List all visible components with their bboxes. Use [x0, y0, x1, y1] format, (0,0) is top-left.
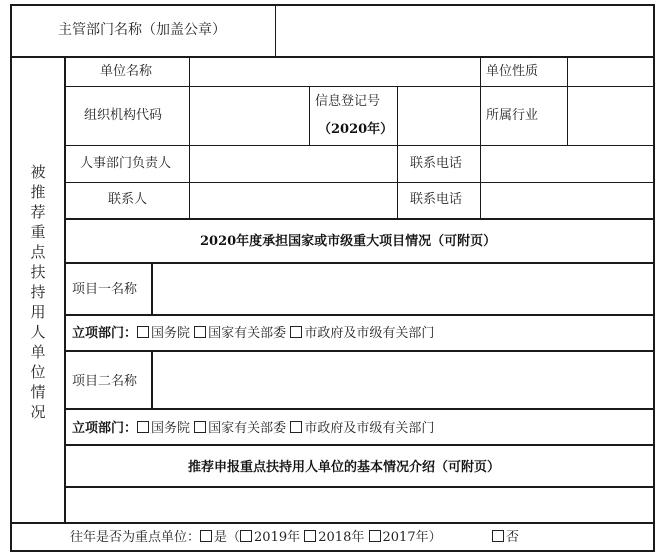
- border-top: [10, 4, 655, 6]
- contact-phone-label: 联系电话: [410, 192, 463, 207]
- vline-header: [275, 4, 276, 58]
- yes-label: 是（: [214, 530, 241, 545]
- industry-label: 所属行业: [486, 108, 539, 123]
- footer-question: [70, 530, 442, 546]
- option-state-council: 国务院: [151, 326, 191, 341]
- vline-industry: [567, 86, 568, 145]
- project1-name-label: 项目一名称: [72, 282, 138, 297]
- side-char: 重: [30, 223, 46, 241]
- rule-project2: [66, 408, 655, 410]
- projects-title: 2020年度承担国家或市级重大项目情况（可附页）: [200, 234, 497, 249]
- rule-hr: [66, 182, 655, 183]
- rule-project1: [66, 314, 655, 316]
- vline-nature: [480, 56, 481, 145]
- side-char: 位: [30, 363, 46, 381]
- rule-intro-title: [66, 486, 655, 488]
- project2-name-label: 项目二名称: [72, 374, 138, 389]
- checkbox-municipal[interactable]: [290, 326, 302, 338]
- unit-name-label: 单位名称: [100, 64, 153, 79]
- side-char: 扶: [30, 263, 46, 281]
- vline-project1: [151, 262, 153, 314]
- rule-approval2: [66, 444, 655, 446]
- checkbox-yes[interactable]: [200, 530, 212, 542]
- option-municipal: 市政府及市级有关部门: [304, 421, 435, 436]
- border-bottom: [10, 550, 655, 552]
- contact-label: 联系人: [108, 192, 148, 207]
- vline-phone-right: [480, 145, 481, 218]
- side-label: [28, 162, 48, 422]
- checkbox-ministry[interactable]: [194, 326, 206, 338]
- rule-approval1: [66, 350, 655, 352]
- side-char: 人: [30, 323, 46, 341]
- side-char: 推: [30, 183, 46, 201]
- year-2018: 2018年: [318, 530, 365, 545]
- option-municipal: 市政府及市级有关部门: [304, 326, 435, 341]
- checkbox-municipal[interactable]: [290, 421, 302, 433]
- footer-question-text: 往年是否为重点单位：: [70, 530, 201, 545]
- credit-year: （2020年）: [318, 122, 394, 137]
- unit-nature-label: 单位性质: [486, 64, 539, 79]
- year-2017: 2017年）: [382, 530, 442, 545]
- no-label: 否: [506, 530, 520, 545]
- checkbox-2019[interactable]: [240, 530, 252, 542]
- option-ministry: 国家有关部委: [208, 421, 287, 436]
- approval-label: 立项部门：: [72, 421, 138, 436]
- org-code-label: 组织机构代码: [84, 108, 163, 123]
- supervisor-label: 主管部门名称（加盖公章）: [58, 22, 226, 38]
- checkbox-state-council[interactable]: [137, 421, 149, 433]
- vline-credit-left: [309, 86, 310, 145]
- vline-label-col: [189, 56, 190, 218]
- rule-header: [10, 56, 655, 58]
- approval-row-2: [72, 421, 434, 437]
- checkbox-state-council[interactable]: [137, 326, 149, 338]
- hr-phone-label: 联系电话: [410, 156, 463, 171]
- side-char: 况: [30, 403, 46, 421]
- side-char: 持: [30, 283, 46, 301]
- rule-projects-title: [66, 262, 655, 264]
- vline-project2: [151, 350, 153, 408]
- checkbox-ministry[interactable]: [194, 421, 206, 433]
- vline-credit-right: [397, 86, 398, 145]
- side-char: 单: [30, 343, 46, 361]
- side-char: 点: [30, 243, 46, 261]
- footer-no: [492, 530, 519, 546]
- rule-code: [66, 145, 655, 146]
- vline-phone-left: [397, 145, 398, 218]
- rule-footer: [10, 522, 655, 524]
- year-2019: 2019年: [254, 530, 301, 545]
- vline-side: [64, 56, 66, 524]
- checkbox-2017[interactable]: [369, 530, 381, 542]
- side-char: 荐: [30, 203, 46, 221]
- credit-label: 信息登记号: [315, 94, 381, 109]
- approval-row-1: [72, 326, 434, 342]
- checkbox-2018[interactable]: [304, 530, 316, 542]
- intro-title: 推荐申报重点扶持用人单位的基本情况介绍（可附页）: [188, 460, 501, 475]
- side-char: 用: [30, 303, 46, 321]
- hr-head-label: 人事部门负责人: [80, 156, 172, 171]
- option-state-council: 国务院: [151, 421, 191, 436]
- approval-label: 立项部门：: [72, 326, 138, 341]
- vline-nature-val: [567, 56, 568, 86]
- side-char: 情: [30, 383, 46, 401]
- side-char: 被: [30, 163, 46, 181]
- rule-contact: [66, 218, 655, 220]
- checkbox-no[interactable]: [492, 530, 504, 542]
- border-left: [10, 4, 12, 552]
- option-ministry: 国家有关部委: [208, 326, 287, 341]
